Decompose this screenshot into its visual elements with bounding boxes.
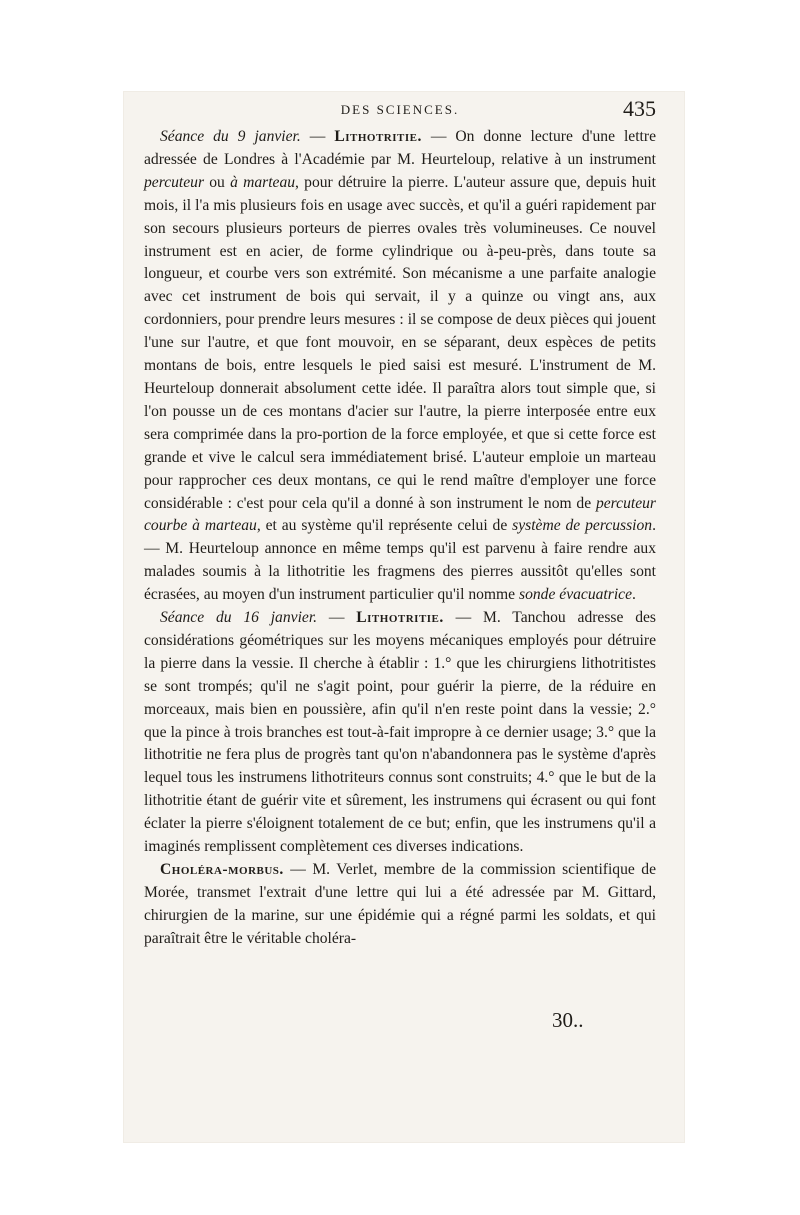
italic-term: percuteur: [144, 173, 205, 191]
rubric-heading: Choléra-morbus.: [160, 861, 284, 878]
paragraph-cholera-morbus: [144, 859, 656, 951]
paragraph-text: M. Tanchou adresse des considérations géométriques sur les moyens mécaniques employés pour détruire la pierre dans la vessie. Il cherche à établir : 1.° que les chirurgiens lithotritistes se sont trompés; qu'il ne s'agit point, pour guérir la pierre, de la réduire en morceaux, mais bien en poussière, afin qu'il n'en reste point dans la vessie; 2.° que la pince à trois branches est tout-à-fait impropre à ce dernier usage; 3.° que la lithotritie ne fera plus de progrès tant qu'on n'abandonnera pas le système d'après lequel tous les instrumens lithotriteurs connus sont construits; 4.° que le but de la lithotritie étant de guérir vite et sûrement, les instrumens qui écrasent ou qui font éclater la pierre s'éloignent totalement de ce but; enfin, que les instrumens qu'il a imaginés remplissent complètement ces diverses indications.: [144, 609, 656, 856]
paragraph-text: M. Verlet, membre de la commission scientifique de Morée, transmet l'extrait d'une lettre qui lui a été adressée par M. Gittard, chirurgien de la marine, sur une épidémie qui a régné parmi les soldats, et qui paraîtrait être le véritable choléra-: [144, 861, 656, 947]
italic-term: système de percussion: [512, 517, 653, 535]
body-text: [144, 126, 656, 951]
separator: —: [421, 128, 456, 145]
paragraph-text: .: [632, 586, 636, 604]
rubric-heading: Lithotritie.: [334, 128, 422, 145]
session-date: Séance du 9 janvier.: [160, 128, 301, 145]
paragraph-text: . — M. Heurteloup annonce en même temps qu'il est parvenu à faire rendre aux malades soumis à la lithotritie les fragmens des pierres aussitôt qu'elles sont écrasées, au moyen d'un instrument particulier qu'il nomme: [144, 517, 657, 604]
italic-term: percuteur courbe à marteau: [144, 494, 656, 535]
paragraph-seance-9-janvier: [144, 126, 656, 607]
paragraph-text: , et au système qu'il représente celui de: [256, 517, 513, 535]
signature-mark: 30..: [552, 1008, 584, 1032]
separator: —: [300, 128, 335, 145]
italic-term: sonde évacuatrice: [519, 586, 633, 604]
paragraph-text: On donne lecture d'une lettre adressée de Londres à l'Académie par M. Heurteloup, relative à un instrument: [144, 128, 656, 168]
rubric-heading: Lithotritie.: [356, 609, 444, 627]
italic-term: à marteau: [230, 173, 296, 191]
separator: —: [443, 609, 483, 627]
separator: —: [317, 609, 357, 627]
running-title: DES SCIENCES.: [340, 102, 460, 117]
paragraph-text: ou: [204, 173, 231, 191]
paragraph-seance-16-janvier: [144, 607, 656, 859]
paragraph-text: , pour détruire la pierre. L'auteur assure que, depuis huit mois, il l'a mis plusieurs fois en usage avec succès, et qu'il a guéri rapidement par son secours plusieurs porteurs de pierres ovales très volumineuses. Ce nouvel instrument est en acier, de forme cylindrique ou à-peu-près, dans toute sa longueur, et courbe vers son extrémité. Son mécanisme a une parfaite analogie avec cet instrument de bois qui servait, il y a quinze ou vingt ans, aux cordonniers, pour prendre leurs mesures : il se compose de deux pièces qui jouent l'une sur l'autre, et que font mouvoir, en se séparant, deux espèces de petits montans de bois, entre lesquels le pied saisi est mesuré. L'instrument de M. Heurteloup donnerait absolument cette idée. Il paraîtra alors tout simple que, si l'on pousse un de ces montans d'acier sur l'autre, la pierre interposée entre eux sera comprimée dans la pro-portion de la force employée, et que si cette force est grande et vive le calcul sera immédiatement brisé. L'auteur emploie un marteau pour rapprocher ces deux montans, ce qui le rend maître d'employer une force considérable : c'est pour cela qu'il a donné à son instrument le nom de: [144, 173, 657, 512]
page-number: 435: [623, 96, 656, 121]
separator: —: [283, 861, 313, 878]
running-header: [144, 96, 656, 128]
session-date: Séance du 16 janvier.: [160, 609, 318, 627]
